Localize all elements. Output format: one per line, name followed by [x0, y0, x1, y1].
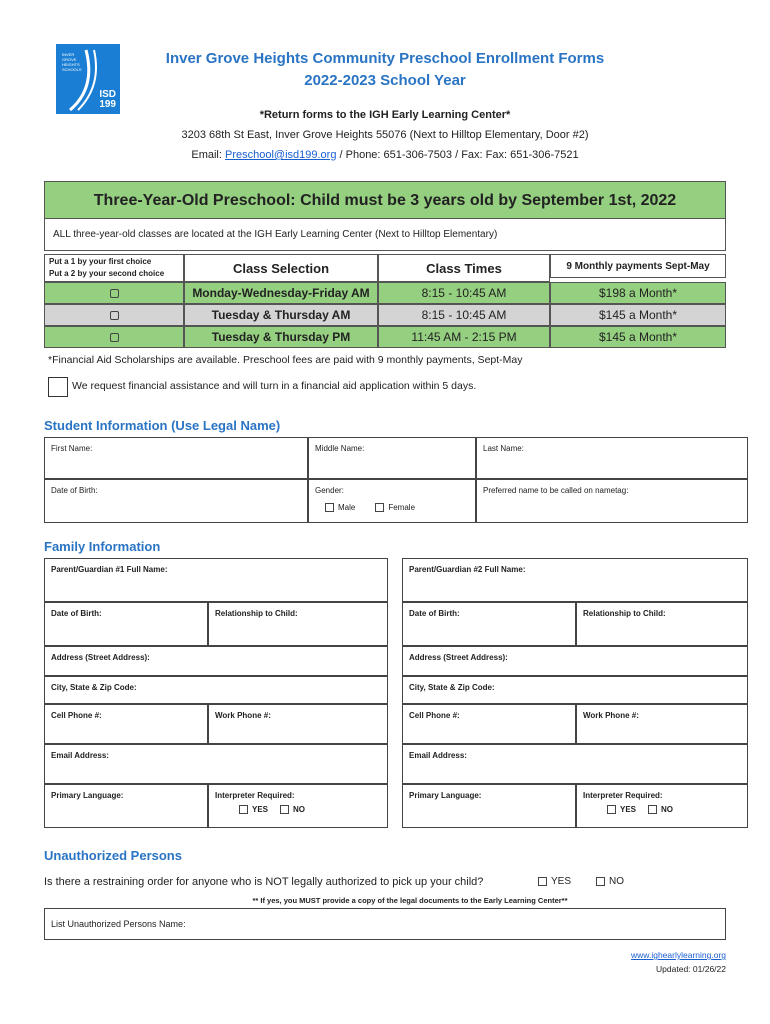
program-heading: Three-Year-Old Preschool: Child must be 3 years old by September 1st, 2022 [44, 181, 726, 219]
female-checkbox[interactable] [375, 503, 384, 512]
financial-aid-checkbox[interactable] [48, 377, 68, 397]
email-link[interactable]: Preschool@isd199.org [225, 149, 337, 161]
choice-instructions: Put a 1 by your first choice Put a 2 by your second choice [44, 254, 184, 282]
logo-isd: ISD 199 [99, 89, 116, 110]
parent1-city-field[interactable]: City, State & Zip Code: [44, 676, 388, 704]
male-checkbox[interactable] [325, 503, 334, 512]
parent2-interpreter-field: Interpreter Required: YES NO [576, 784, 748, 828]
parent2-work-field[interactable]: Work Phone #: [576, 704, 748, 744]
class-time: 8:15 - 10:45 AM [378, 282, 550, 304]
parent1-relationship-field[interactable]: Relationship to Child: [208, 602, 388, 646]
class-cost: $145 a Month* [550, 326, 726, 348]
center-address: 3203 68th St East, Inver Grove Heights 55076 (Next to Hilltop Elementary, Door #2) [181, 129, 589, 141]
first-name-field[interactable]: First Name: [44, 437, 308, 479]
parent2-name-field[interactable]: Parent/Guardian #2 Full Name: [402, 558, 748, 602]
parent2-relationship-field[interactable]: Relationship to Child: [576, 602, 748, 646]
parent2-dob-field[interactable]: Date of Birth: [402, 602, 576, 646]
parent1-dob-field[interactable]: Date of Birth: [44, 602, 208, 646]
restraining-yes-option[interactable]: YES [538, 876, 571, 887]
choice-checkbox-3[interactable] [44, 326, 184, 348]
parent2-email-field[interactable]: Email Address: [402, 744, 748, 784]
parent2-interpreter-no[interactable] [648, 805, 657, 814]
class-time: 8:15 - 10:45 AM [378, 304, 550, 326]
family-section-title: Family Information [44, 539, 161, 554]
class-time: 11:45 AM - 2:15 PM [378, 326, 550, 348]
updated-date: Updated: 01/26/22 [656, 964, 726, 974]
class-cost: $145 a Month* [550, 304, 726, 326]
parent2-city-field[interactable]: City, State & Zip Code: [402, 676, 748, 704]
return-note: *Return forms to the IGH Early Learning Center* [259, 109, 511, 121]
parent1-interpreter-field: Interpreter Required: YES NO [208, 784, 388, 828]
class-name: Tuesday & Thursday AM [184, 304, 378, 326]
parent1-name-field[interactable]: Parent/Guardian #1 Full Name: [44, 558, 388, 602]
class-name: Monday-Wednesday-Friday AM [184, 282, 378, 304]
nickname-field[interactable]: Preferred name to be called on nametag: [476, 479, 748, 523]
financial-request: We request financial assistance and will turn in a financial aid application within 5 days. [72, 380, 477, 392]
parent1-address-field[interactable]: Address (Street Address): [44, 646, 388, 676]
financial-note: *Financial Aid Scholarships are available. Preschool fees are paid with 9 monthly payments, Sept-May [48, 354, 523, 366]
parent2-language-field[interactable]: Primary Language: [402, 784, 576, 828]
parent2-cell-field[interactable]: Cell Phone #: [402, 704, 576, 744]
logo-text: INVER GROVE HEIGHTS SCHOOLS [62, 52, 82, 72]
col-class-selection: Class Selection [184, 254, 378, 282]
page-title: Inver Grove Heights Community Preschool Enrollment Forms [165, 50, 605, 67]
col-class-times: Class Times [378, 254, 550, 282]
student-section-title: Student Information (Use Legal Name) [44, 418, 281, 433]
parent1-email-field[interactable]: Email Address: [44, 744, 388, 784]
parent1-language-field[interactable]: Primary Language: [44, 784, 208, 828]
location-note: ALL three-year-old classes are located at the IGH Early Learning Center (Next to Hilltop Elementary) [44, 219, 726, 251]
col-payments: 9 Monthly payments Sept-May [550, 254, 726, 278]
parent1-work-field[interactable]: Work Phone #: [208, 704, 388, 744]
parent1-interpreter-yes[interactable] [239, 805, 248, 814]
parent1-cell-field[interactable]: Cell Phone #: [44, 704, 208, 744]
student-dob-field[interactable]: Date of Birth: [44, 479, 308, 523]
choice-checkbox-1[interactable] [44, 282, 184, 304]
contact-line: Email: Preschool@isd199.org / Phone: 651-306-7503 / Fax: Fax: 651-306-7521 [191, 149, 579, 161]
unauthorized-section-title: Unauthorized Persons [44, 848, 182, 863]
restraining-no-option[interactable]: NO [596, 876, 624, 887]
middle-name-field[interactable]: Middle Name: [308, 437, 476, 479]
legal-docs-note: ** If yes, you MUST provide a copy of the legal documents to the Early Learning Center** [252, 896, 568, 905]
gender-field: Gender: Male Female [308, 479, 476, 523]
last-name-field[interactable]: Last Name: [476, 437, 748, 479]
class-name: Tuesday & Thursday PM [184, 326, 378, 348]
unauthorized-names-field[interactable]: List Unauthorized Persons Name: [44, 908, 726, 940]
restraining-question: Is there a restraining order for anyone who is NOT legally authorized to pick up your child? [44, 876, 484, 888]
website-link[interactable]: www.ighearlylearning.org [631, 950, 726, 960]
school-year: 2022-2023 School Year [304, 72, 466, 89]
parent2-address-field[interactable]: Address (Street Address): [402, 646, 748, 676]
parent2-interpreter-yes[interactable] [607, 805, 616, 814]
parent1-interpreter-no[interactable] [280, 805, 289, 814]
class-cost: $198 a Month* [550, 282, 726, 304]
choice-checkbox-2[interactable] [44, 304, 184, 326]
